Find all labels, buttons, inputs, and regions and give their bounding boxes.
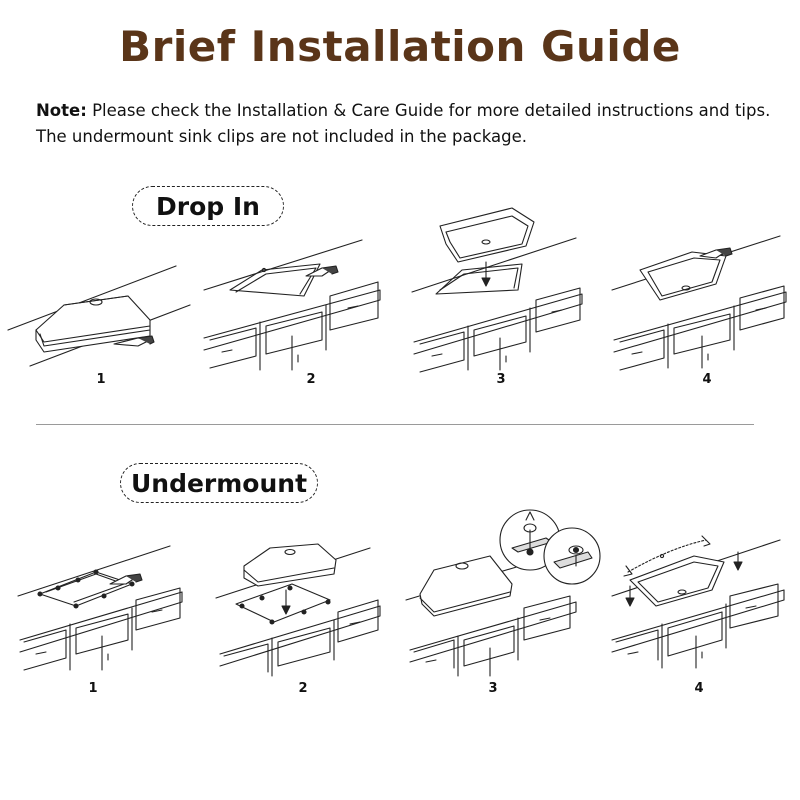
drop-in-step-2-illustration [204, 240, 380, 370]
drop-in-step-2-number: 2 [306, 372, 316, 387]
drop-in-step-3-number: 3 [496, 372, 506, 387]
cabinet-icon [612, 584, 784, 668]
cabinet-icon [614, 286, 786, 370]
note-line-2: The undermount sink clips are not included in the package. [36, 127, 527, 146]
utility-knife-icon [110, 574, 142, 584]
sink-bowl-icon [440, 208, 534, 262]
utility-knife-icon [306, 266, 338, 276]
note-label: Note: [36, 101, 87, 120]
drop-in-step-1-number: 1 [96, 372, 106, 387]
sink-bowl-icon [630, 554, 724, 606]
undermount-step-2-illustration [216, 544, 380, 676]
drop-in-step-4-number: 4 [702, 372, 712, 387]
undermount-step-3-illustration [406, 510, 600, 676]
sink-bowl-icon [244, 544, 336, 586]
drop-in-step-4-illustration [612, 236, 786, 370]
page-title: Brief Installation Guide [119, 22, 681, 71]
down-arrow-icon [282, 590, 290, 614]
drop-in-step-1-illustration [8, 266, 190, 366]
undermount-step-4-number: 4 [694, 681, 704, 696]
down-arrow-icon [482, 262, 490, 286]
mounting-clip-icon [544, 528, 600, 584]
undermount-section-label: Undermount [120, 463, 318, 503]
undermount-step-1-illustration [18, 546, 182, 670]
sink-bowl-icon [640, 252, 726, 300]
drop-in-step-3-illustration [412, 208, 582, 372]
note-line-1: Please check the Installation & Care Guide for more detailed instructions and tips. [92, 101, 771, 120]
undermount-step-3-number: 3 [488, 681, 498, 696]
drop-in-section-label: Drop In [132, 186, 284, 226]
undermount-step-2-number: 2 [298, 681, 308, 696]
undermount-step-1-number: 1 [88, 681, 98, 696]
cabinet-icon [20, 588, 182, 670]
undermount-step-4-illustration [612, 536, 784, 668]
sink-bowl-icon [420, 556, 512, 616]
cabinet-icon [414, 288, 582, 372]
